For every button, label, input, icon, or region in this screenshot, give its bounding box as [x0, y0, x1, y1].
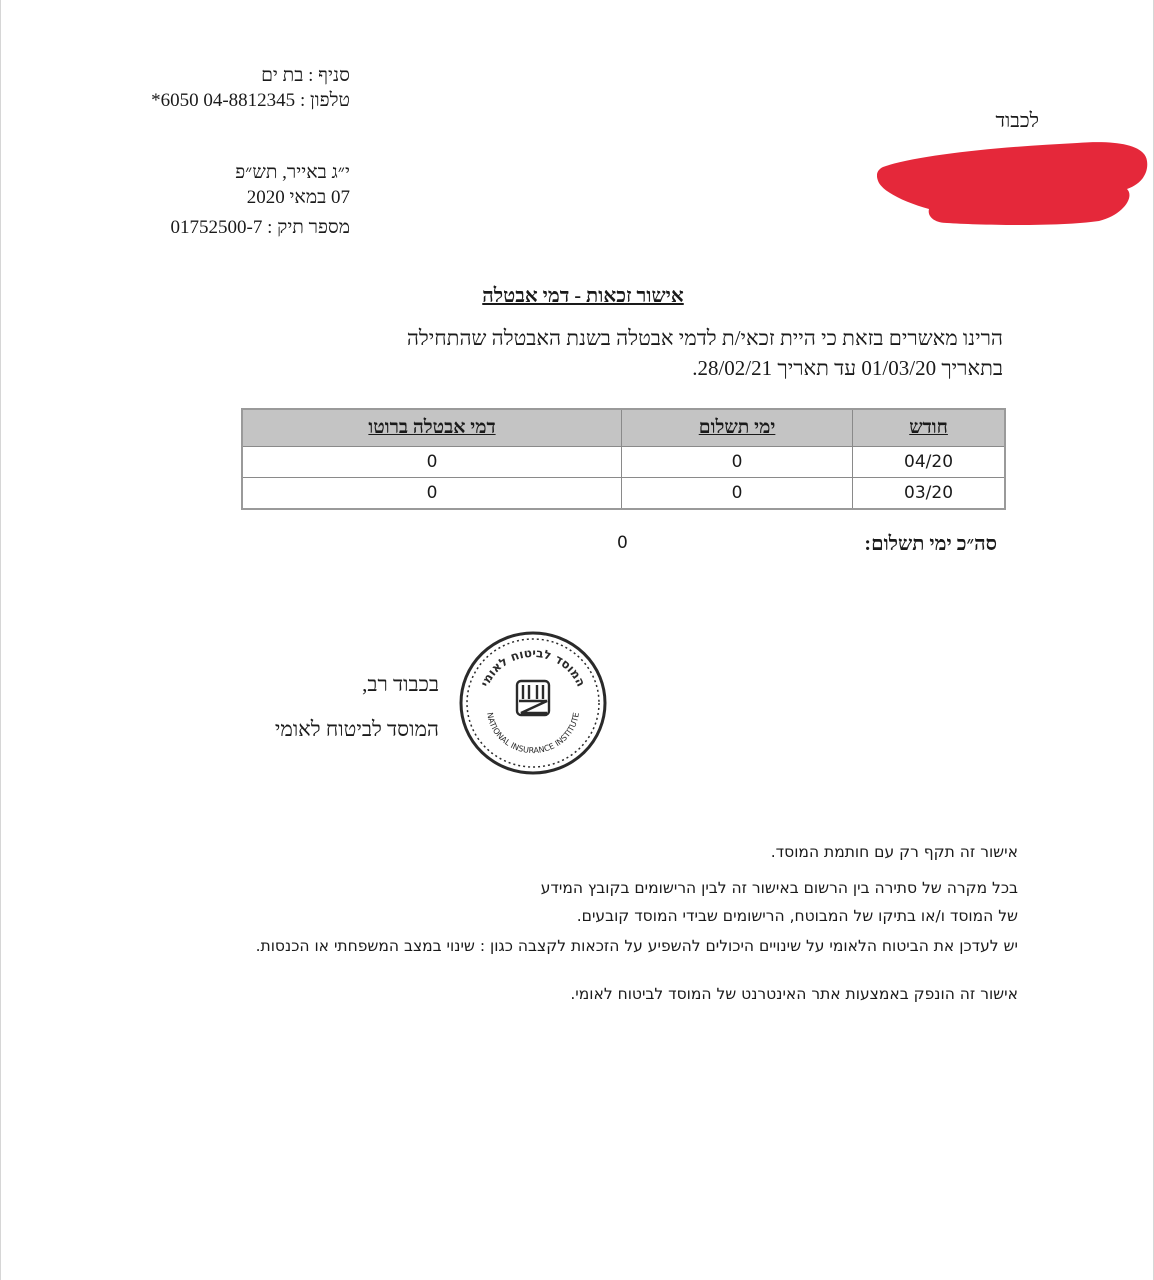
redaction-scribble — [877, 137, 1149, 227]
note-conflict-line-1: בכל מקרה של סתירה בין הרשום באישור זה לבין הרישומים בקובץ המידע — [540, 879, 1018, 897]
table-row — [242, 478, 1005, 510]
note-validity: אישור זה תקף רק עם חותמת המוסד. — [770, 843, 1018, 861]
document-title: אישור זכאות - דמי אבטלה — [482, 285, 684, 307]
intro-line-2: בתאריך 01/03/20 עד תאריך 28/02/21. — [692, 356, 1003, 380]
cell-gross-benefit: 0 — [242, 478, 621, 510]
cell-payment-days: 0 — [621, 447, 852, 478]
cell-month: 04/20 — [853, 447, 1005, 478]
intro-line-1: הרינו מאשרים בזאת כי היית זכאי/ת לדמי אבטלה בשנת האבטלה שהתחילה — [406, 326, 1003, 350]
branch-line: סניף : בת ים — [261, 65, 350, 86]
cell-month: 03/20 — [853, 478, 1005, 510]
cell-gross-benefit: 0 — [242, 447, 621, 478]
closing-regards: בכבוד רב, — [362, 672, 439, 696]
file-number: מספר תיק : 01752500-7 — [170, 217, 350, 238]
header-month: חודש — [853, 409, 1005, 447]
total-payment-days-label: סה״כ ימי תשלום: — [864, 533, 997, 555]
menorah-emblem-icon — [517, 681, 549, 715]
total-payment-days-value: 0 — [617, 533, 628, 553]
gregorian-date: 07 במאי 2020 — [246, 187, 350, 208]
recipient-salutation: לכבוד — [995, 110, 1039, 132]
note-update-requirement: יש לעדכן את הביטוח הלאומי על שינויים היכולים להשפיע על הזכאות לקצבה כגון : שינוי במצב המשפחתי או הכנסות. — [255, 937, 1018, 955]
table-row — [242, 447, 1005, 478]
hebrew-date: י״ג באייר, תש״פ — [235, 162, 350, 183]
note-issued-online: אישור זה הונפק באמצעות אתר האינטרנט של המוסד לביטוח לאומי. — [570, 985, 1018, 1003]
seal-english-text: NATIONAL INSURANCE INSTITUTE — [485, 711, 581, 756]
header-gross-benefit: דמי אבטלה ברוטו — [242, 409, 621, 447]
table-header-row — [242, 409, 1005, 447]
svg-text:NATIONAL INSURANCE INSTITUTE — [485, 712, 581, 755]
signatory-institute: המוסד לביטוח לאומי — [274, 717, 439, 741]
cell-payment-days: 0 — [621, 478, 852, 510]
intro-paragraph — [303, 323, 1003, 383]
note-conflict-line-2: של המוסד ו/או בתיקו של המבוטח, הרישומים שבידי המוסד קובעים. — [576, 907, 1018, 925]
phone-line: טלפון : 04-8812345 6050* — [151, 90, 350, 111]
benefits-table — [241, 408, 1006, 510]
seal-hebrew-text: המוסד לביטוח לאומי — [477, 645, 589, 689]
svg-text:המוסד לביטוח לאומי — [478, 646, 589, 689]
institute-seal-stamp — [457, 629, 609, 777]
header-payment-days: ימי תשלום — [621, 409, 852, 447]
